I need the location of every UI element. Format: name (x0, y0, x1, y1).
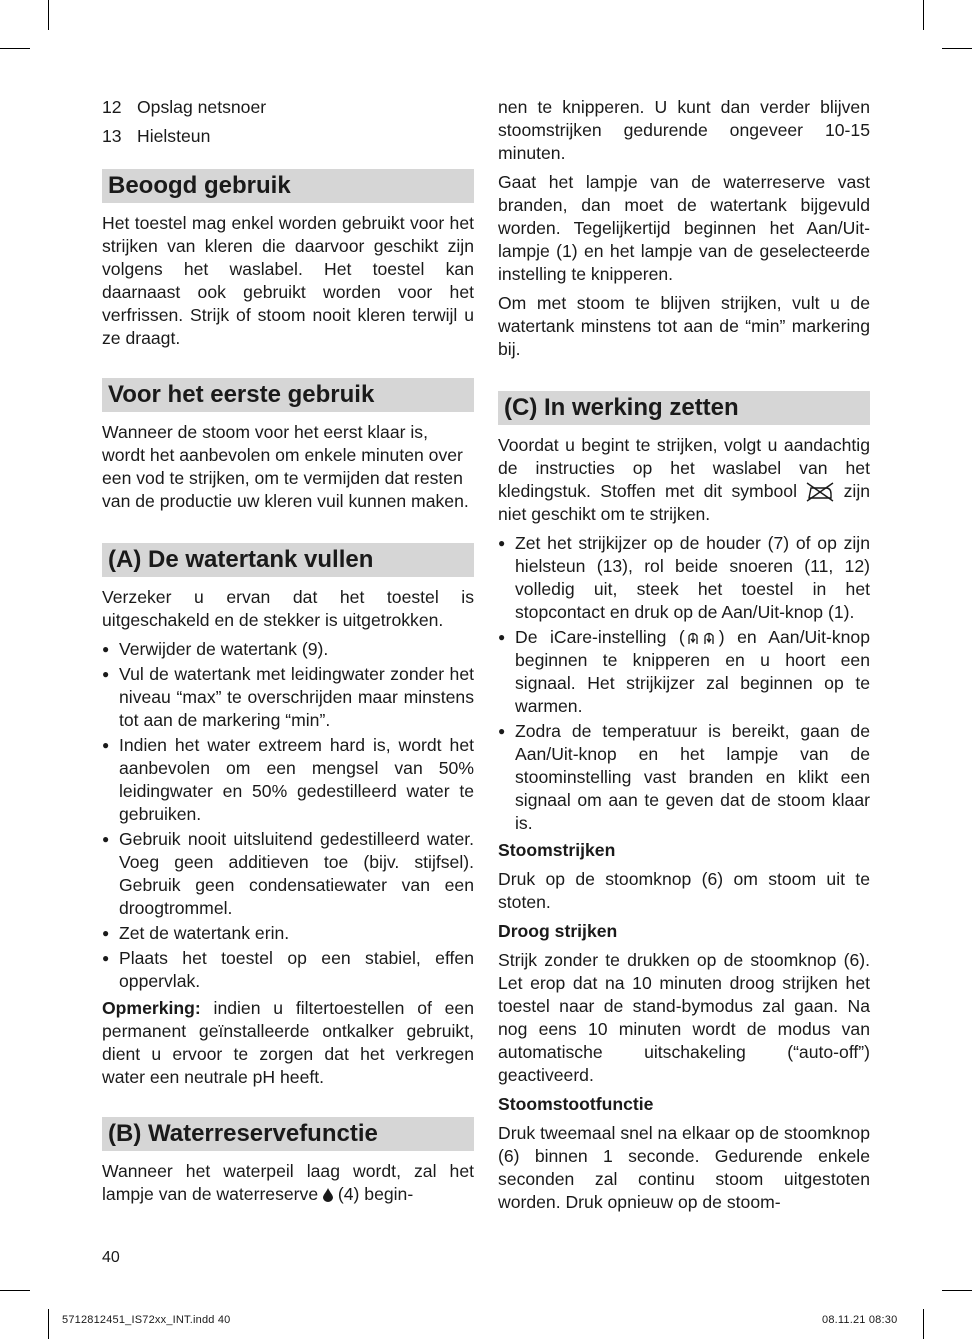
werking-intro-text-end: zijn niet geschikt om te strijken. (498, 481, 871, 524)
werking-intro-text: Voordat u begint te strijken, volgt u aandachtig de instructies op het waslabel van het kledingstuk. Stoffen met dit symbool (498, 435, 870, 501)
paragraph-stoomstrijken: Druk op de stoomknop (6) om stoom uit te stoten. (498, 869, 870, 912)
crop-mark (0, 48, 30, 49)
crop-mark (48, 0, 49, 30)
icare-text-end: ) en Aan/Uit-knop beginnen te knipperen en u hoort een signaal. Het strijkijzer zal beginnen op te warmen. (515, 627, 870, 716)
heading-eerste-gebruik: Voor het eerste gebruik (102, 378, 474, 412)
crop-mark (942, 48, 972, 49)
werking-steps (498, 532, 870, 835)
paragraph-waterreserve-min: Om met stoom te blijven strijken, vult u de watertank minstens tot aan de “min” markering bij. (498, 293, 870, 359)
crop-mark (942, 1290, 972, 1291)
subheading-stoomstrijken: Stoomstrijken (498, 840, 616, 860)
paragraph-eerste-gebruik: Wanneer de stoom voor het eerst klaar is, wordt het aanbevolen om enkele minuten over een vod te strijken, om te vermijden dat resten van de productie uw kleren vuil kunnen maken. (102, 422, 469, 511)
icare-icon (685, 630, 719, 646)
list-item: ● Vul de watertank met leidingwater zonder het niveau “max” te overschrijden maar minstens tot aan de markering “min”. (102, 663, 474, 732)
footer-date: 08.11.21 08:30 (822, 1314, 898, 1326)
left-column (102, 96, 474, 1206)
list-item: ● Zet de watertank erin. (102, 922, 474, 945)
paragraph-waterreserve (102, 1160, 474, 1206)
page-number: 40 (102, 1249, 120, 1266)
note-text: indien u filtertoestellen of een permanent geïnstalleerde ontkalker gebruikt, dient u ervoor te zorgen dat het verkregen water een neutrale pH heeft. (102, 998, 475, 1087)
icare-text-start: De iCare-instelling ( (515, 627, 685, 647)
heading-waterreservefunctie: (B) Waterreservefunctie (102, 1117, 474, 1151)
part-number: 13 (102, 126, 122, 146)
list-item: ● Indien het water extreem hard is, wordt het aanbevolen om een mengsel van 50% leidingwater en 50% gedestilleerd water te gebruiken. (102, 734, 474, 826)
list-item: ● Verwijder de watertank (9). (102, 638, 474, 661)
list-item (102, 96, 474, 119)
watertank-steps (102, 638, 474, 993)
footer-file-info: 5712812451_IS72xx_INT.indd 40 (62, 1314, 231, 1326)
waterreserve-text-start: Wanneer het waterpeil laag wordt, zal het lampje van de waterreserve (102, 1161, 474, 1204)
list-item: ● Plaats het toestel op een stabiel, effen oppervlak. (102, 947, 474, 993)
crop-mark (48, 1309, 49, 1339)
no-iron-symbol-icon (806, 482, 834, 502)
note-label: Opmerking: (102, 998, 201, 1018)
list-item (498, 626, 870, 718)
paragraph-droog-strijken: Strijk zonder te drukken op de stoomknop (6). Let erop dat na 10 minuten droog strijken het toestel naar de stand-bymodus zal gaan. Na nog eens 10 minuten wordt de modus van automatische uitschakeling (“auto-off”) geactiveerd. (498, 950, 870, 1085)
water-drop-icon (323, 1188, 333, 1202)
paragraph-waterreserve-refill: Gaat het lampje van de waterreserve vast branden, dan moet de watertank bijgevuld worden. Tegelijkertijd beginnen het Aan/Uit-lampje (1) en het lampje van de geselecteerde instelling te knipperen. (498, 172, 870, 284)
crop-mark (0, 1290, 30, 1291)
part-number: 12 (102, 97, 122, 117)
crop-mark (923, 1309, 924, 1339)
paragraph-waterreserve-continued: nen te knipperen. U kunt dan verder blijven stoomstrijken gedurende ongeveer 10-15 minuten. (498, 97, 870, 163)
list-item: ● Zet het strijkijzer op de houder (7) of op zijn hielsteun (13), rol beide snoeren (11, 12) volledig uit, steek het toestel in het stopcontact en druk op de Aan/Uit-knop (1). (498, 532, 870, 624)
crop-mark (923, 0, 924, 30)
paragraph-werking-intro (498, 434, 870, 526)
list-item (102, 125, 474, 148)
waterreserve-text-end: (4) begin- (337, 1184, 414, 1204)
right-column (498, 96, 870, 1220)
subheading-droog-strijken: Droog strijken (498, 921, 618, 941)
paragraph-stoomstootfunctie: Druk tweemaal snel na elkaar op de stoomknop (6) binnen 1 seconde. Gedurende enkele seconden zal continu stoom uitgestoten worden. Druk opnieuw op de stoom- (498, 1123, 870, 1212)
part-label: Opslag netsnoer (137, 97, 267, 117)
heading-watertank-vullen: (A) De watertank vullen (102, 543, 474, 577)
paragraph-watertank-intro: Verzeker u ervan dat het toestel is uitgeschakeld en de stekker is uitgetrokken. (102, 587, 474, 630)
subheading-stoomstootfunctie: Stoomstootfunctie (498, 1094, 654, 1114)
heading-beoogd-gebruik: Beoogd gebruik (102, 169, 474, 203)
part-label: Hielsteun (137, 126, 211, 146)
note-paragraph (102, 997, 474, 1089)
list-item: ● Gebruik nooit uitsluitend gedestilleerd water. Voeg geen additieven toe (bijv. stijfsel). Gebruik geen condensatiewater van een droogtrommel. (102, 828, 474, 920)
parts-list (102, 96, 474, 148)
paragraph-beoogd-gebruik: Het toestel mag enkel worden gebruikt voor het strijken van kleren die daarvoor geschikt zijn volgens het waslabel. Het toestel kan daarnaast ook gebruikt worden voor het verfrissen. Strijk of stoom nooit kleren terwijl u ze draagt. (102, 213, 474, 348)
heading-in-werking-zetten: (C) In werking zetten (498, 391, 870, 425)
list-item: ● Zodra de temperatuur is bereikt, gaan de Aan/Uit-knop en het lampje van de stoominstelling vast branden en klikt een signaal om aan te geven dat de stoom klaar is. (498, 720, 870, 835)
